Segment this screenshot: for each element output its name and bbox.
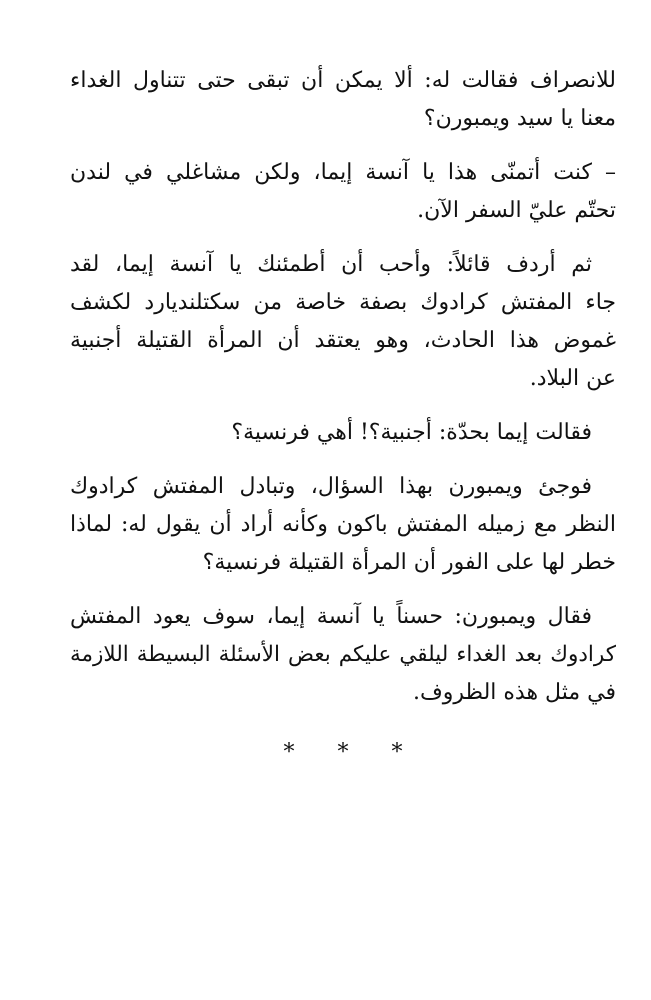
text-line: كرادوك بعد الغداء ليلقي عليكم بعض الأسئلة البسيطة اللازمة (70, 642, 616, 667)
text-line: فقال ويمبورن: حسناً يا آنسة إيما، سوف يعود المفتش (70, 604, 592, 629)
paragraph-6 (70, 598, 616, 712)
text-line: فقالت إيما بحدّة: أجنبية؟! أهي فرنسية؟ (231, 420, 592, 445)
text-line: في مثل هذه الظروف. (412, 680, 616, 705)
section-separator: * * * (283, 740, 421, 765)
text-line: خطر لها على الفور أن المرأة القتيلة فرنسية؟ (202, 550, 616, 575)
text-line: تحتّم عليّ السفر الآن. (417, 198, 616, 223)
text-line: غموض هذا الحادث، وهو يعتقد أن المرأة القتيلة أجنبية (70, 328, 616, 353)
text-line: للانصراف فقالت له: ألا يمكن أن تبقى حتى تتناول الغداء (70, 68, 616, 93)
text-line: ثم أردف قائلاً: وأحب أن أطمئنك يا آنسة إيما، لقد (70, 252, 592, 277)
paragraph-5 (70, 468, 616, 582)
text-line: النظر مع زميله المفتش باكون وكأنه أراد أن يقول له: لماذا (70, 512, 616, 537)
page-text (70, 62, 616, 772)
text-line: عن البلاد. (529, 366, 616, 391)
text-line: جاء المفتش كرادوك بصفة خاصة من سكتلنديارد لكشف (70, 290, 616, 315)
paragraph-2 (70, 154, 616, 230)
text-line: – كنت أتمنّى هذا يا آنسة إيما، ولكن مشاغلي في لندن (70, 160, 616, 185)
paragraph-4 (70, 414, 616, 452)
text-line: معنا يا سيد ويمبورن؟ (423, 106, 616, 131)
paragraph-1 (70, 62, 616, 138)
paragraph-3 (70, 246, 616, 398)
text-line: فوجئ ويمبورن بهذا السؤال، وتبادل المفتش كرادوك (70, 474, 592, 499)
